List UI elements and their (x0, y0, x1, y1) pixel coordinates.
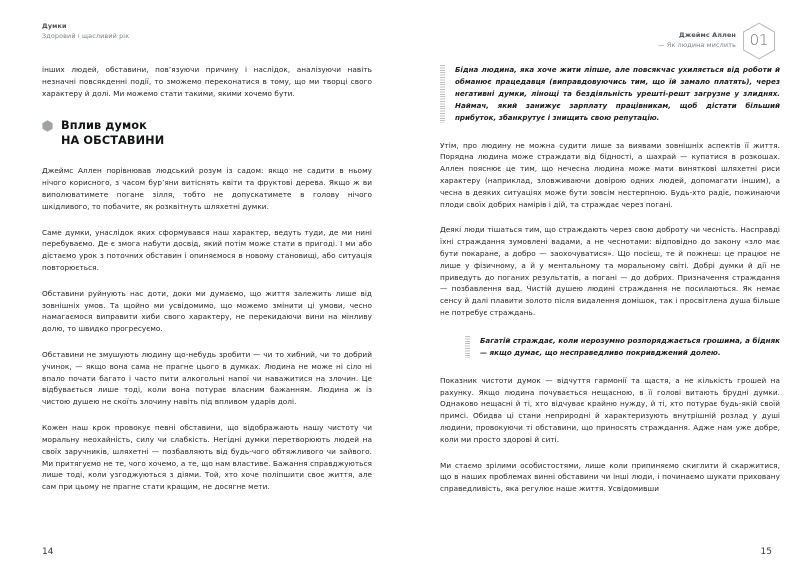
chapter-number-badge (742, 22, 776, 60)
pull-quote (440, 64, 780, 124)
paragraph: Ми стаємо зрілими особистостями, лише коли припиняємо скиглити й скаржитися, що в наших проблемах винні обставини чи інші люди, і починаємо шукати приховану справедливість, яка регулює наше життя. Усвідомивши (440, 460, 780, 494)
right-page-column (440, 64, 780, 509)
hexagon-bullet-icon (42, 120, 53, 132)
paragraph: Деякі люди тішаться тим, що страждають через свою доброту чи чесність. Насправді їхні страждання зумовлені вадами, а не чеснотами: відповідно до закону «зло має бути покаране, а добро — заохочуватися». Що посієш, те й пожнеш: це працює не лише у фізичному, а й у ментальному та моральному світі. Добрі думки й дії не приведуть до поганих результатів, а погані — до добрих. Призначення страждання — позбавлення вад. Чистій душею людині страждання не посилаються. Як немає сенсу й далі плавити золото після видалення домішок, так і просвітлена душа більше не потребує страждань. (440, 225, 780, 318)
section-title (61, 119, 164, 149)
quote-rule (465, 336, 470, 358)
paragraph: інших людей, обставини, пов’язуючи причину і наслідок, аналізуючи навіть незначні повсякденні події, то зможемо переконатися в тому, що ми творці свого характеру й долі. Ми можемо стати такими, якими хочемо бути. (42, 65, 372, 98)
pull-quote-text: Багатій страждає, коли нерозумно розпоряджається грошима, а бідняк — якщо думає, що несправедливо покривджений долею. (480, 335, 780, 357)
paragraph: Обставини не змушують людину що-небудь зробити — чи то хибний, чи то добрий учинок, — якщо вона сама не прагне цього в думках. Людина не може ні сіло ні впало почати багато і часто пити алкогольні напої чи наважитися на злочин. Це відбувається лише тоді, коли вона потурає власним бажанням. Людина ж із чистою душею не скоїть злочину навіть під впливом ударів долі. (42, 350, 372, 407)
paragraph: Утім, про людину не можна судити лише за виявами зовнішніх аспектів її життя. Порядна людина може страждати від бідності, а шахрай — купатися в розкошах. Аллен пояснює це тим, що нечесна людина може мати виняткові шляхетні риси характеру (наприклад, зловживаючи довірою одних людей, допомагати іншим), а чесна в деяких ситуаціях може бути зовсім нестерпною. Будь-хто радіє, пожинаючи плоди своїх добрих намірів і дій, та страждає через погані. (440, 140, 780, 209)
left-page-column (42, 64, 372, 507)
paragraph: Саме думки, унаслідок яких сформувався наш характер, ведуть туди, де ми нині перебуваємо. Де є змога набути досвід, який потім може стати в пригоді. І ми або дістаємо урок з поточних обставин і опиняємося в новому становищі, або ситуація повторюється. (42, 227, 372, 272)
pull-quote (465, 335, 780, 359)
page-gutter (399, 0, 400, 581)
paragraph: Кожен наш крок провокує певні обставини, що відображають нашу чистоту чи моральну неохайність, силу чи слабкість. Негідні думки перетворюють людей на своїх заручників, шляхетні — позбавляють від будь-чого обтяжливого чи зайвого. Ми притягуємо не те, чого хочемо, а те, що нам властиве. Бажання справджуються лише тоді, коли узгоджуються з діями. Той, хто хоче поліпшити своє життя, але сам при цьому не прагне стати кращим, не досягне мети. (42, 423, 372, 492)
section-title-line1: Вплив думок (61, 119, 147, 133)
running-head-book-title: — Як людина мислить (658, 41, 736, 49)
running-head-left-title: Думки (42, 22, 67, 30)
pull-quote-text: Бідна людина, яка хоче жити ліпше, але повсякчас ухиляється від роботи й обманює працедавця (виправдовуючись тим, що їй замало платять), через негативні думки, лінощі та бездіяльність урешті-решт загрузне у злиднях. Наймач, який занижує зарплату працівникам, щоб дістати більший прибуток, збанкрутує і знищить свою репутацію. (455, 65, 780, 122)
paragraph: Показник чистоти думок — відчуття гармонії та щастя, а не кількість грошей на рахунку. Якщо людина почувається нещасною, в її голові витають брудні думки. Однаково нещасні й ті, хто відчуває крайню нужду, й ті, хто потурає будь-якій своїй примсі. Обидва ці стани неприродні й характеризують внутрішній розлад у душі людини, провокуючи ті обставини, що приносять страждання. Адже нам уже добре, коли ми просто здорові й ситі. (440, 375, 780, 444)
running-head-right (658, 22, 776, 60)
running-head-author: Джеймс Аллен (679, 31, 736, 40)
paragraph: Обставини руйнують нас доти, доки ми думаємо, що життя залежить лише від зовнішніх умов. Та щойно ми усвідомимо, що можемо змінити ці умови, чесно намагаємося виправити хиби свого характеру, не перекидаючи вини на мінливу долю, то швидко прогресуємо. (42, 288, 372, 334)
section-title-line2: НА ОБСТАВИНИ (61, 134, 165, 148)
running-head-right-text (658, 31, 736, 51)
page-number-right: 15 (760, 547, 772, 557)
section-heading (42, 119, 372, 149)
running-head-left-subtitle: Здоровий і щасливий рік (42, 31, 130, 40)
page-number-left: 14 (42, 547, 54, 557)
chapter-number-text: 01 (749, 31, 769, 50)
running-head-left (42, 22, 129, 42)
quote-rule (440, 65, 445, 123)
paragraph: Джеймс Аллен порівнював людський розум із садом: якщо не садити в ньому нічого корисного, з часом бур’яни витіснять квіти та фруктові дерева. Якщо ж ви виполюватимете погане зілля, тобто не допускатимете в голову нічого шкідливого, то побачите, як розквітнуть шляхетні думки. (42, 166, 372, 211)
